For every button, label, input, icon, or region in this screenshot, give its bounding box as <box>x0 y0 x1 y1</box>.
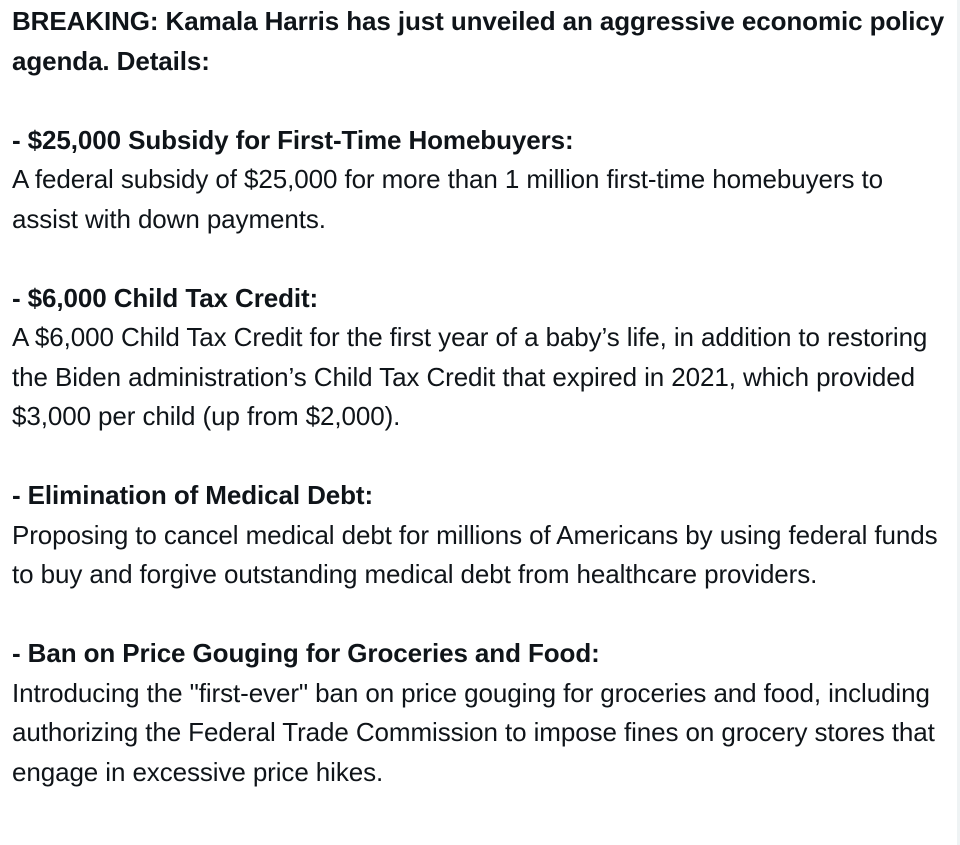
section-title: - $6,000 Child Tax Credit: <box>12 282 319 313</box>
section-body: A federal subsidy of $25,000 for more than 1 million first-time homebuyers to assist with down payments. <box>12 164 883 234</box>
policy-section-medical-debt <box>12 476 952 595</box>
post-headline: BREAKING: Kamala Harris has just unveiled an aggressive economic policy agenda. Details: <box>12 6 945 76</box>
policy-section-homebuyers <box>12 121 952 240</box>
section-title: - Elimination of Medical Debt: <box>12 480 374 510</box>
section-body: A $6,000 Child Tax Credit for the first year of a baby’s life, in addition to restoring the Biden administration’s Child Tax Credit that expired in 2021, which provided $3,000 per child (up from $2,000). <box>12 322 928 431</box>
section-body: Proposing to cancel medical debt for millions of Americans by using federal funds to buy and forgive outstanding medical debt from healthcare providers. <box>12 519 938 589</box>
post-text <box>12 2 952 792</box>
policy-section-child-tax-credit <box>12 279 952 437</box>
policy-section-price-gouging <box>12 634 952 792</box>
section-title: - Ban on Price Gouging for Groceries and Food: <box>12 638 600 668</box>
section-title: - $25,000 Subsidy for First-Time Homebuyers: <box>12 124 574 155</box>
section-body: Introducing the "first-ever" ban on price gouging for groceries and food, including authorizing the Federal Trade Commission to impose fines on grocery stores that engage in excessive price hikes. <box>12 677 935 787</box>
